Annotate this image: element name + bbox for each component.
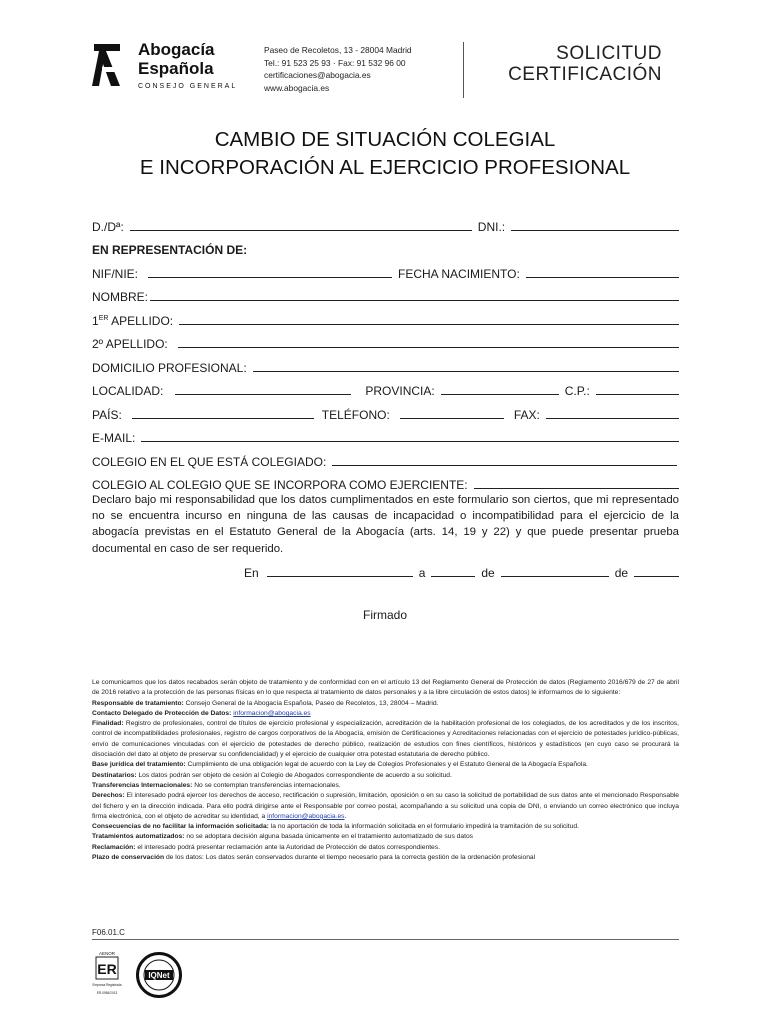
- legal-transfers-text: No se contemplan transferencias internacionales.: [192, 781, 341, 789]
- email-label: E-MAIL:: [92, 431, 136, 445]
- document-type-line1: SOLICITUD: [556, 43, 662, 64]
- iqnet-text: IQNet: [148, 971, 170, 980]
- representation-heading: EN REPRESENTACIÓN DE:: [92, 243, 248, 257]
- legal-rights-text: El interesado podrá ejercer los derechos de acceso, rectificación o supresión, limitación, oposición o en su caso la solicitud de portabilidad de sus datos ante el mencionado Responsable del fichero y en la dirección indicada. Para ello podrá dirigirse ante el Responsable por correo postal, acompañando a su solicitud una copia de DNI, o enviando un correo electrónico que incluya firma electrónica, con el objeto de acreditar su identidad, a: [92, 792, 679, 820]
- legal-basis: [92, 760, 679, 770]
- logo-line2: Española: [138, 59, 214, 78]
- legal-automated-text: no se adoptara decisión alguna basada únicamente en el tratamiento automatizado de sus datos: [184, 833, 474, 841]
- header-divider: [463, 42, 464, 98]
- contact-address: Paseo de Recoletos, 13 - 28004 Madrid: [264, 45, 412, 55]
- legal-rights-end: .: [344, 812, 347, 820]
- country-field[interactable]: [132, 417, 314, 419]
- row-address: [92, 351, 679, 375]
- contact-website: www.abogacia.es: [264, 82, 330, 93]
- surname1-sup: ER: [98, 314, 109, 322]
- legal-recipients: [92, 771, 679, 781]
- college-new-field[interactable]: [474, 487, 679, 489]
- address-field[interactable]: [253, 370, 679, 372]
- document-type: [508, 43, 662, 85]
- legal-rights: [92, 791, 679, 822]
- form-code: F06.01.C: [92, 928, 125, 937]
- legal-responsible-label: Responsable de tratamiento:: [92, 699, 184, 707]
- footer-divider: [92, 939, 679, 940]
- iqnet-certification-icon: [136, 952, 182, 998]
- postal-field[interactable]: [596, 393, 679, 395]
- address-label: DOMICILIO PROFESIONAL:: [92, 360, 247, 375]
- legal-responsible-text: Consejo General de la Abogacía Española, Paseo de Recoletos, 13, 28004 – Madrid.: [183, 699, 439, 707]
- logo-subtitle: CONSEJO GENERAL: [138, 83, 238, 90]
- legal-basis-label: Base jurídica del tratamiento:: [92, 761, 186, 769]
- aenor-top-text: AENOR: [98, 951, 116, 956]
- logo-wordmark: [138, 40, 215, 78]
- contact-phone: Tel.: 91 523 25 93 · Fax: 91 532 96 00: [264, 57, 406, 68]
- college-new-label: COLEGIO AL COLEGIO QUE SE INCORPORA COMO EJERCIENTE:: [92, 478, 468, 492]
- postal-label: C.P.:: [564, 384, 590, 398]
- row-country-phone: [92, 398, 679, 422]
- surname1-field[interactable]: [179, 323, 679, 325]
- legal-recipients-text: Los datos podrán ser objeto de cesión al Colegio de Abogados correspondiente de acuerdo a su solicitud.: [136, 771, 452, 779]
- declaration-text: Declaro bajo mi responsabilidad que los datos cumplimentados en este formulario son ciertos, que mi representado no se encuentra incurso en ninguna de las causas de incapacidad o incompatibilidad para el ejercicio de la abogacía previstas en el Estatuto General de la Abogacía (arts. 14, 19 y 22) y que puede presentar prueba documental en caso de ser requerido.: [92, 494, 679, 555]
- legal-claim-text: el interesado podrá presentar reclamación ante la Autoridad de Protección de datos correspondientes.: [135, 843, 440, 851]
- legal-responsible: [92, 699, 679, 709]
- legal-purpose-text: Registro de profesionales, control de títulos de ejercicio profesional y especialización, acreditación de la habilitación profesional de los colegiados, de los acreditados y de los inscritos, control de incompatibilidades profesionales, registro de cargos corporativos de la Abogacía, emisión de Certificaciones y Acreditaciones relacionadas con el ejercicio de potestades jurídico-públicas, envío de comunicaciones vinculadas con el ejercicio de potestades de derecho público, realización de estudios con fines científicos, históricos y estadísticos (en cuyo caso se procurará la disociación del dato al objeto de preservar su confidencialidad) y el ejercicio de cualquier otra potestad estatutaria de derecho público.: [92, 720, 679, 759]
- surname1-text: APELLIDO:: [108, 313, 174, 328]
- legal-retention-label: Plazo de conservación: [92, 854, 165, 862]
- form-title-line1: CAMBIO DE SITUACIÓN COLEGIAL: [214, 128, 556, 151]
- dd-field[interactable]: [130, 229, 472, 231]
- aenor-number-text: ER-0984/2013: [96, 991, 118, 995]
- place-en-label: En: [244, 566, 259, 580]
- aenor-er-certification-icon: [94, 950, 120, 998]
- province-label: PROVINCIA:: [365, 384, 435, 398]
- place-de2-label: de: [614, 566, 629, 580]
- document-type-line2: CERTIFICACIÓN: [508, 64, 662, 85]
- row-email: [92, 422, 679, 446]
- legal-intro: Le comunicamos que los datos recabados serán objeto de tratamiento y de conformidad con en el artículo 13 del Reglamento General de Protección de datos (Reglamento 2016/679 de 27 de abril de 2016 relativo a la protección de las personas físicas en lo que respecta al tratamiento de datos personales y a la libre circulación de estos datos) le informamos de lo siguiente:: [92, 679, 679, 697]
- province-field[interactable]: [441, 393, 559, 395]
- legal-recipients-label: Destinatarios:: [92, 771, 137, 779]
- city-field[interactable]: [175, 393, 351, 395]
- row-name: [92, 281, 679, 305]
- place-a-label: a: [418, 566, 426, 580]
- day-field[interactable]: [431, 575, 475, 577]
- surname2-label: 2º APELLIDO:: [92, 337, 168, 351]
- nif-label: NIF/NIE:: [92, 266, 139, 281]
- dd-label: D./Dª:: [92, 219, 124, 234]
- fax-field[interactable]: [546, 417, 679, 419]
- abogacia-logo: [90, 40, 250, 92]
- contact-block: [264, 44, 412, 94]
- form-title-line2: E INCORPORACIÓN AL EJERCICIO PROFESIONAL: [139, 156, 631, 179]
- row-nif-birth: [92, 257, 679, 281]
- place-de1-label: de: [481, 566, 495, 580]
- surname1-label: [92, 314, 173, 328]
- legal-transfers: [92, 781, 679, 791]
- birth-label: FECHA NACIMIENTO:: [398, 266, 520, 281]
- month-field[interactable]: [501, 575, 609, 577]
- place-date-line: [244, 562, 679, 580]
- row-city-province: [92, 375, 679, 399]
- legal-purpose-label: Finalidad:: [92, 720, 124, 728]
- legal-retention: [92, 853, 679, 863]
- year-field[interactable]: [634, 575, 679, 577]
- surname1-number: 1: [92, 313, 99, 328]
- legal-purpose: [92, 719, 679, 760]
- legal-dpo: [92, 709, 679, 719]
- country-label: PAÍS:: [92, 407, 122, 422]
- legal-basis-text: Cumplimiento de una obligación legal de acuerdo con la Ley de Colegios Profesionales y el Estatuto General de la Abogacía Española.: [185, 761, 588, 769]
- college-current-label: COLEGIO EN EL QUE ESTÁ COLEGIADO:: [92, 454, 327, 469]
- name-label: NOMBRE:: [92, 290, 149, 304]
- row-surname1: [92, 304, 679, 328]
- legal-consequences-text: la no aportación de toda la información solicitada en el formulario impedirá la tramitación de su solicitud.: [268, 823, 579, 831]
- abogacia-logo-icon: [90, 42, 124, 88]
- college-current-field[interactable]: [332, 464, 677, 466]
- row-representation: [92, 234, 679, 258]
- fax-label: FAX:: [513, 407, 540, 422]
- row-name-dni: [92, 210, 679, 234]
- row-surname2: [92, 328, 679, 352]
- data-protection-notice: [92, 678, 679, 863]
- city-label: LOCALIDAD:: [92, 384, 164, 398]
- dni-label: DNI.:: [477, 219, 506, 234]
- signature-label: Firmado: [362, 608, 407, 622]
- row-college-current: [92, 445, 679, 469]
- aenor-mark-text: ER: [97, 961, 117, 977]
- legal-automated-label: Tratamientos automatizados:: [92, 833, 185, 841]
- phone-label: TELÉFONO:: [321, 407, 390, 422]
- legal-transfers-label: Transferencias Internacionales:: [92, 781, 193, 789]
- form-fields: [92, 210, 679, 492]
- aenor-caption-text: Empresa Registrada: [92, 983, 122, 987]
- rights-email-link[interactable]: informacion@abogacia.es: [267, 812, 345, 820]
- legal-claim-label: Reclamación:: [92, 843, 136, 851]
- surname2-field[interactable]: [178, 346, 679, 348]
- legal-consequences: [92, 822, 679, 832]
- name-field[interactable]: [150, 299, 679, 301]
- legal-dpo-label: Contacto Delegado de Protección de Datos:: [92, 709, 232, 717]
- phone-field[interactable]: [400, 417, 504, 419]
- logo-line1: Abogacía: [138, 40, 215, 59]
- legal-retention-text: de los datos: Los datos serán conservados durante el tiempo necesario para la correcta gestión de la ordenación profesional: [164, 854, 536, 862]
- legal-rights-label: Derechos:: [92, 792, 125, 800]
- dpo-email-link[interactable]: informacion@abogacia.es: [233, 709, 311, 717]
- dni-field[interactable]: [511, 229, 679, 231]
- birth-field[interactable]: [526, 276, 679, 278]
- place-field[interactable]: [267, 575, 413, 577]
- nif-field[interactable]: [148, 276, 392, 278]
- contact-email: certificaciones@abogacia.es: [264, 70, 371, 80]
- email-field[interactable]: [141, 440, 679, 442]
- row-college-new: [92, 469, 679, 493]
- form-title: [0, 126, 770, 182]
- legal-automated: [92, 832, 679, 842]
- legal-claim: [92, 843, 679, 853]
- legal-consequences-label: Consecuencias de no facilitar la información solicitada:: [92, 823, 269, 831]
